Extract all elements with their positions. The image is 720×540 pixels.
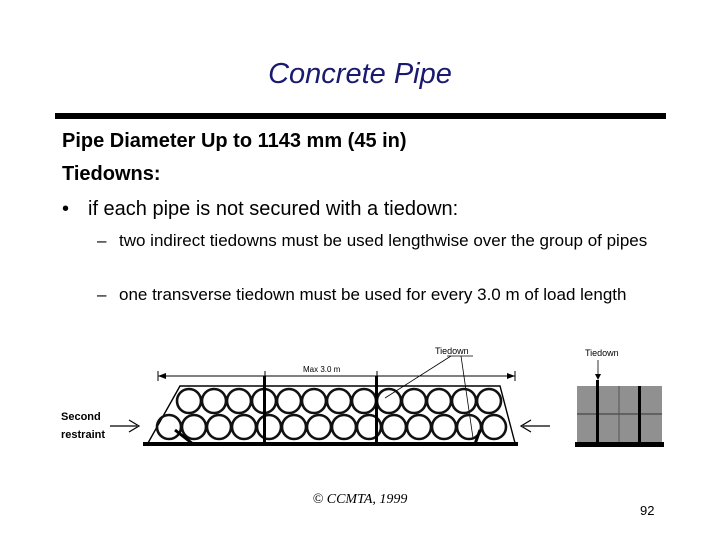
sub-item-text: one transverse tiedown must be used for every 3.0 m of load length [119, 285, 627, 304]
sub-marker: – [97, 285, 107, 304]
pipe-load-diagram [55, 338, 670, 453]
trailer-deck [143, 442, 518, 446]
sub-item-text: two indirect tiedowns must be used lengthwise over the group of pipes [119, 231, 648, 250]
restraint-label: restraint [61, 429, 106, 441]
pipe-top-row [177, 389, 501, 413]
tiedown-label-end: Tiedown [585, 348, 619, 358]
copyright-notice: © CCMTA, 1999 [312, 492, 408, 507]
pipe-diameter-heading: Pipe Diameter Up to 1143 mm (45 in) [62, 130, 407, 152]
arrow-right-icon [110, 420, 139, 432]
tiedown-strap [263, 376, 266, 443]
pipe-bottom-row [157, 415, 506, 439]
arrow-left-icon [521, 420, 550, 432]
page-number: 92 [640, 503, 655, 518]
sub-marker: – [97, 231, 107, 250]
sub-item-lengthwise [97, 230, 677, 252]
second-label: Second [61, 411, 101, 423]
sub-item-transverse [97, 284, 677, 306]
tiedown-label-side: Tiedown [435, 346, 469, 356]
bullet-text: if each pipe is not secured with a tiedown: [88, 198, 459, 220]
bullet-marker: • [62, 198, 70, 220]
tiedown-strap [375, 376, 378, 443]
bullet-item [62, 198, 458, 221]
tiedowns-heading: Tiedowns: [62, 163, 161, 185]
slide-title: Concrete Pipe [268, 58, 452, 90]
title-divider [55, 113, 666, 119]
max-distance-label: Max 3.0 m [303, 365, 341, 374]
